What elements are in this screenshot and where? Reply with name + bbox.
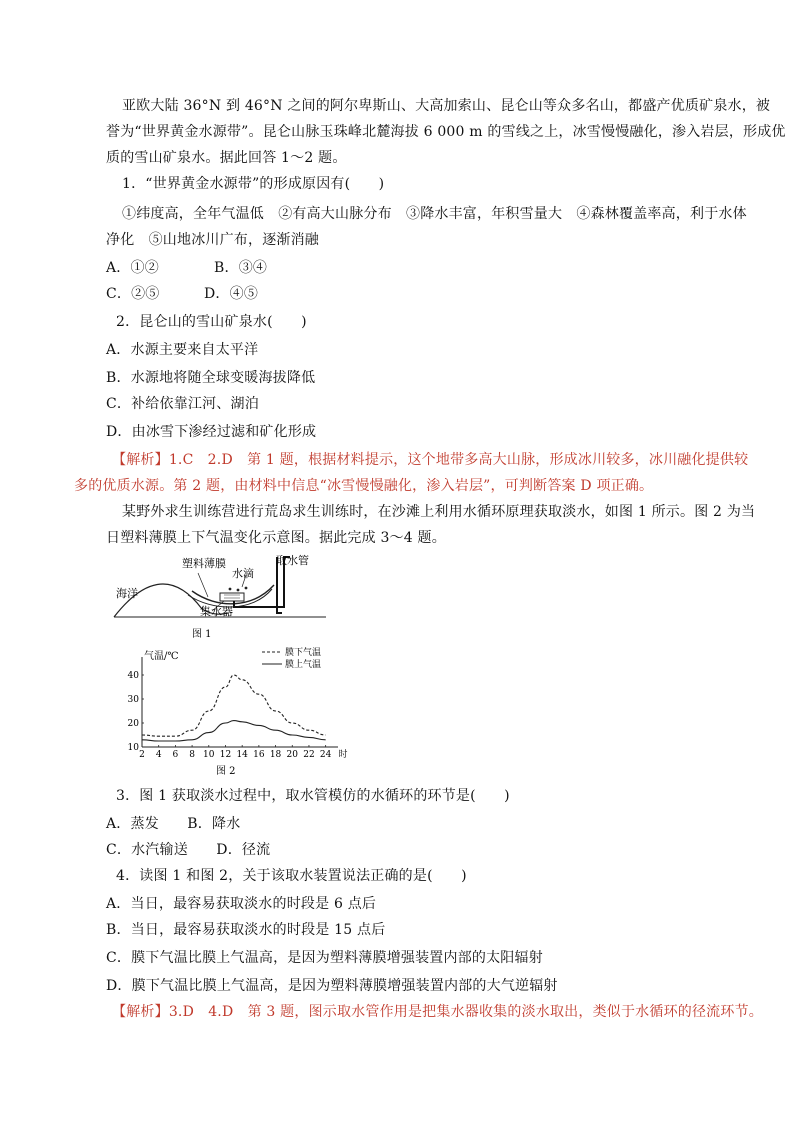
x-tick-label: 8 — [189, 750, 195, 760]
water-drop-icon — [245, 587, 248, 590]
passage1-line2: 誉为“世界黄金水源带”。昆仑山脉玉珠峰北麓海拔 6 000 m 的雪线之上，冰雪慢慢融化，渗入岩层，形成优 — [106, 124, 786, 140]
y-tick-label: 30 — [127, 695, 139, 705]
x-tick-label: 24 — [319, 750, 332, 760]
q4-choice-a: A．当日，最容易获取淡水的时段是 6 点后 — [106, 896, 377, 912]
x-tick-label: 6 — [172, 750, 179, 760]
chart-legend — [262, 646, 321, 670]
q4-choice-b: B．当日，最容易获取淡水的时段是 15 点后 — [106, 922, 386, 938]
analysis1-tag: 【解析】 — [112, 452, 169, 468]
label-drop: 水滴 — [232, 567, 254, 580]
q1-choice-b: B．③④ — [214, 260, 268, 276]
legend-label: 膜上气温 — [285, 660, 322, 670]
y-tick-label: 10 — [127, 743, 139, 753]
y-tick-label: 40 — [127, 671, 139, 681]
y-tick-label: 20 — [127, 719, 139, 729]
analysis1-text1: 1.C 2.D 第 1 题，根据材料提示，这个地带多高大山脉，形成冰川较多，冰川融化提供较 — [168, 452, 749, 468]
y-axis-label: 气温/℃ — [144, 651, 179, 662]
q4-choice-d: D．膜下气温比膜上气温高，是因为塑料薄膜增强装置内部的大气逆辐射 — [106, 978, 558, 994]
analysis1-line1 — [112, 450, 748, 470]
analysis2-tag: 【解析】 — [112, 1004, 169, 1020]
legend-label: 膜下气温 — [285, 648, 322, 658]
leader-film — [198, 573, 208, 597]
passage2-line2: 日塑料薄膜上下气温变化示意图。据此完成 3～4 题。 — [106, 530, 446, 546]
figure1-diagram — [112, 551, 332, 641]
label-film: 塑料薄膜 — [182, 557, 226, 570]
q1-choice-c: C．②⑤ — [106, 286, 160, 302]
passage2-line1: 某野外求生训练营进行荒岛求生训练时，在沙滩上利用水循环原理获取淡水，如图 1 所示。图 2 为当 — [122, 504, 756, 520]
q1-choice-d: D．④⑤ — [204, 286, 259, 302]
q1-options-line2: 净化 ⑤山地冰川广布，逐渐消融 — [106, 232, 319, 248]
label-ocean: 海洋 — [116, 587, 138, 600]
chart-axes — [142, 657, 338, 747]
q2-choice-b: B．水源地将随全球变暖海拔降低 — [106, 370, 316, 386]
q3-choices-cd: C．水汽输送 D．径流 — [106, 842, 271, 858]
chart-series — [142, 675, 326, 741]
q2-stem: 2．昆仑山的雪山矿泉水( ) — [116, 314, 307, 330]
passage1-line1: 亚欧大陆 36°N 到 46°N 之间的阿尔卑斯山、大高加索山、昆仑山等众多名山，都盛产优质矿泉水，被 — [122, 98, 771, 114]
x-tick-label: 10 — [203, 750, 215, 760]
collector — [220, 593, 244, 601]
q2-choice-a: A．水源主要来自太平洋 — [106, 342, 259, 358]
passage1-line3: 质的雪山矿泉水。据此回答 1～2 题。 — [106, 150, 347, 166]
series-line-under-film — [142, 675, 326, 736]
water-drop-icon — [237, 589, 240, 592]
q4-stem: 4．读图 1 和图 2，关于该取水装置说法正确的是( ) — [116, 868, 467, 884]
figure1-caption: 图 1 — [192, 629, 212, 640]
analysis2-text: 3.D 4.D 第 3 题，图示取水管作用是把集水器收集的淡水取出，类似于水循环的径流环节。 — [168, 1004, 763, 1020]
q1-choice-a: A．①② — [106, 260, 159, 276]
water-drop-icon — [229, 588, 232, 591]
x-tick-label: 2 — [139, 750, 145, 760]
q3-stem: 3．图 1 获取淡水过程中，取水管模仿的水循环的环节是( ) — [116, 788, 510, 804]
q1-options-line1: ①纬度高，全年气温低 ②有高大山脉分布 ③降水丰富，年积雪量大 ④森林覆盖率高，利于水体 — [122, 206, 747, 222]
figure2-chart — [122, 645, 352, 777]
x-tick-label: 18 — [269, 750, 282, 760]
label-collector: 集水器 — [200, 605, 233, 618]
series-line-over-film — [142, 721, 326, 741]
x-tick-label: 4 — [155, 750, 162, 760]
x-tick-label: 12 — [219, 750, 232, 760]
q4-choice-c: C．膜下气温比膜上气温高，是因为塑料薄膜增强装置内部的太阳辐射 — [106, 950, 543, 966]
x-tick-label: 14 — [236, 750, 248, 760]
q2-choice-d: D．由冰雪下渗经过滤和矿化形成 — [106, 424, 317, 440]
x-tick-label: 16 — [253, 750, 265, 760]
q2-choice-c: C．补给依靠江河、湖泊 — [106, 396, 259, 412]
q3-choices-ab: A．蒸发 B．降水 — [106, 816, 241, 832]
x-tick-label: 20 — [286, 750, 298, 760]
x-axis-unit: 时 — [338, 750, 348, 760]
figure2-caption: 图 2 — [216, 766, 236, 777]
q1-stem: 1．“世界黄金水源带”的形成原因有( ) — [122, 176, 385, 192]
label-pipe: 取水管 — [276, 554, 309, 567]
analysis1-line2: 多的优质水源。第 2 题，由材料中信息“冰雪慢慢融化，渗入岩层”，可判断答案 D 项正确。 — [74, 478, 654, 494]
analysis2-line — [112, 1002, 763, 1022]
x-tick-label: 22 — [303, 750, 315, 760]
